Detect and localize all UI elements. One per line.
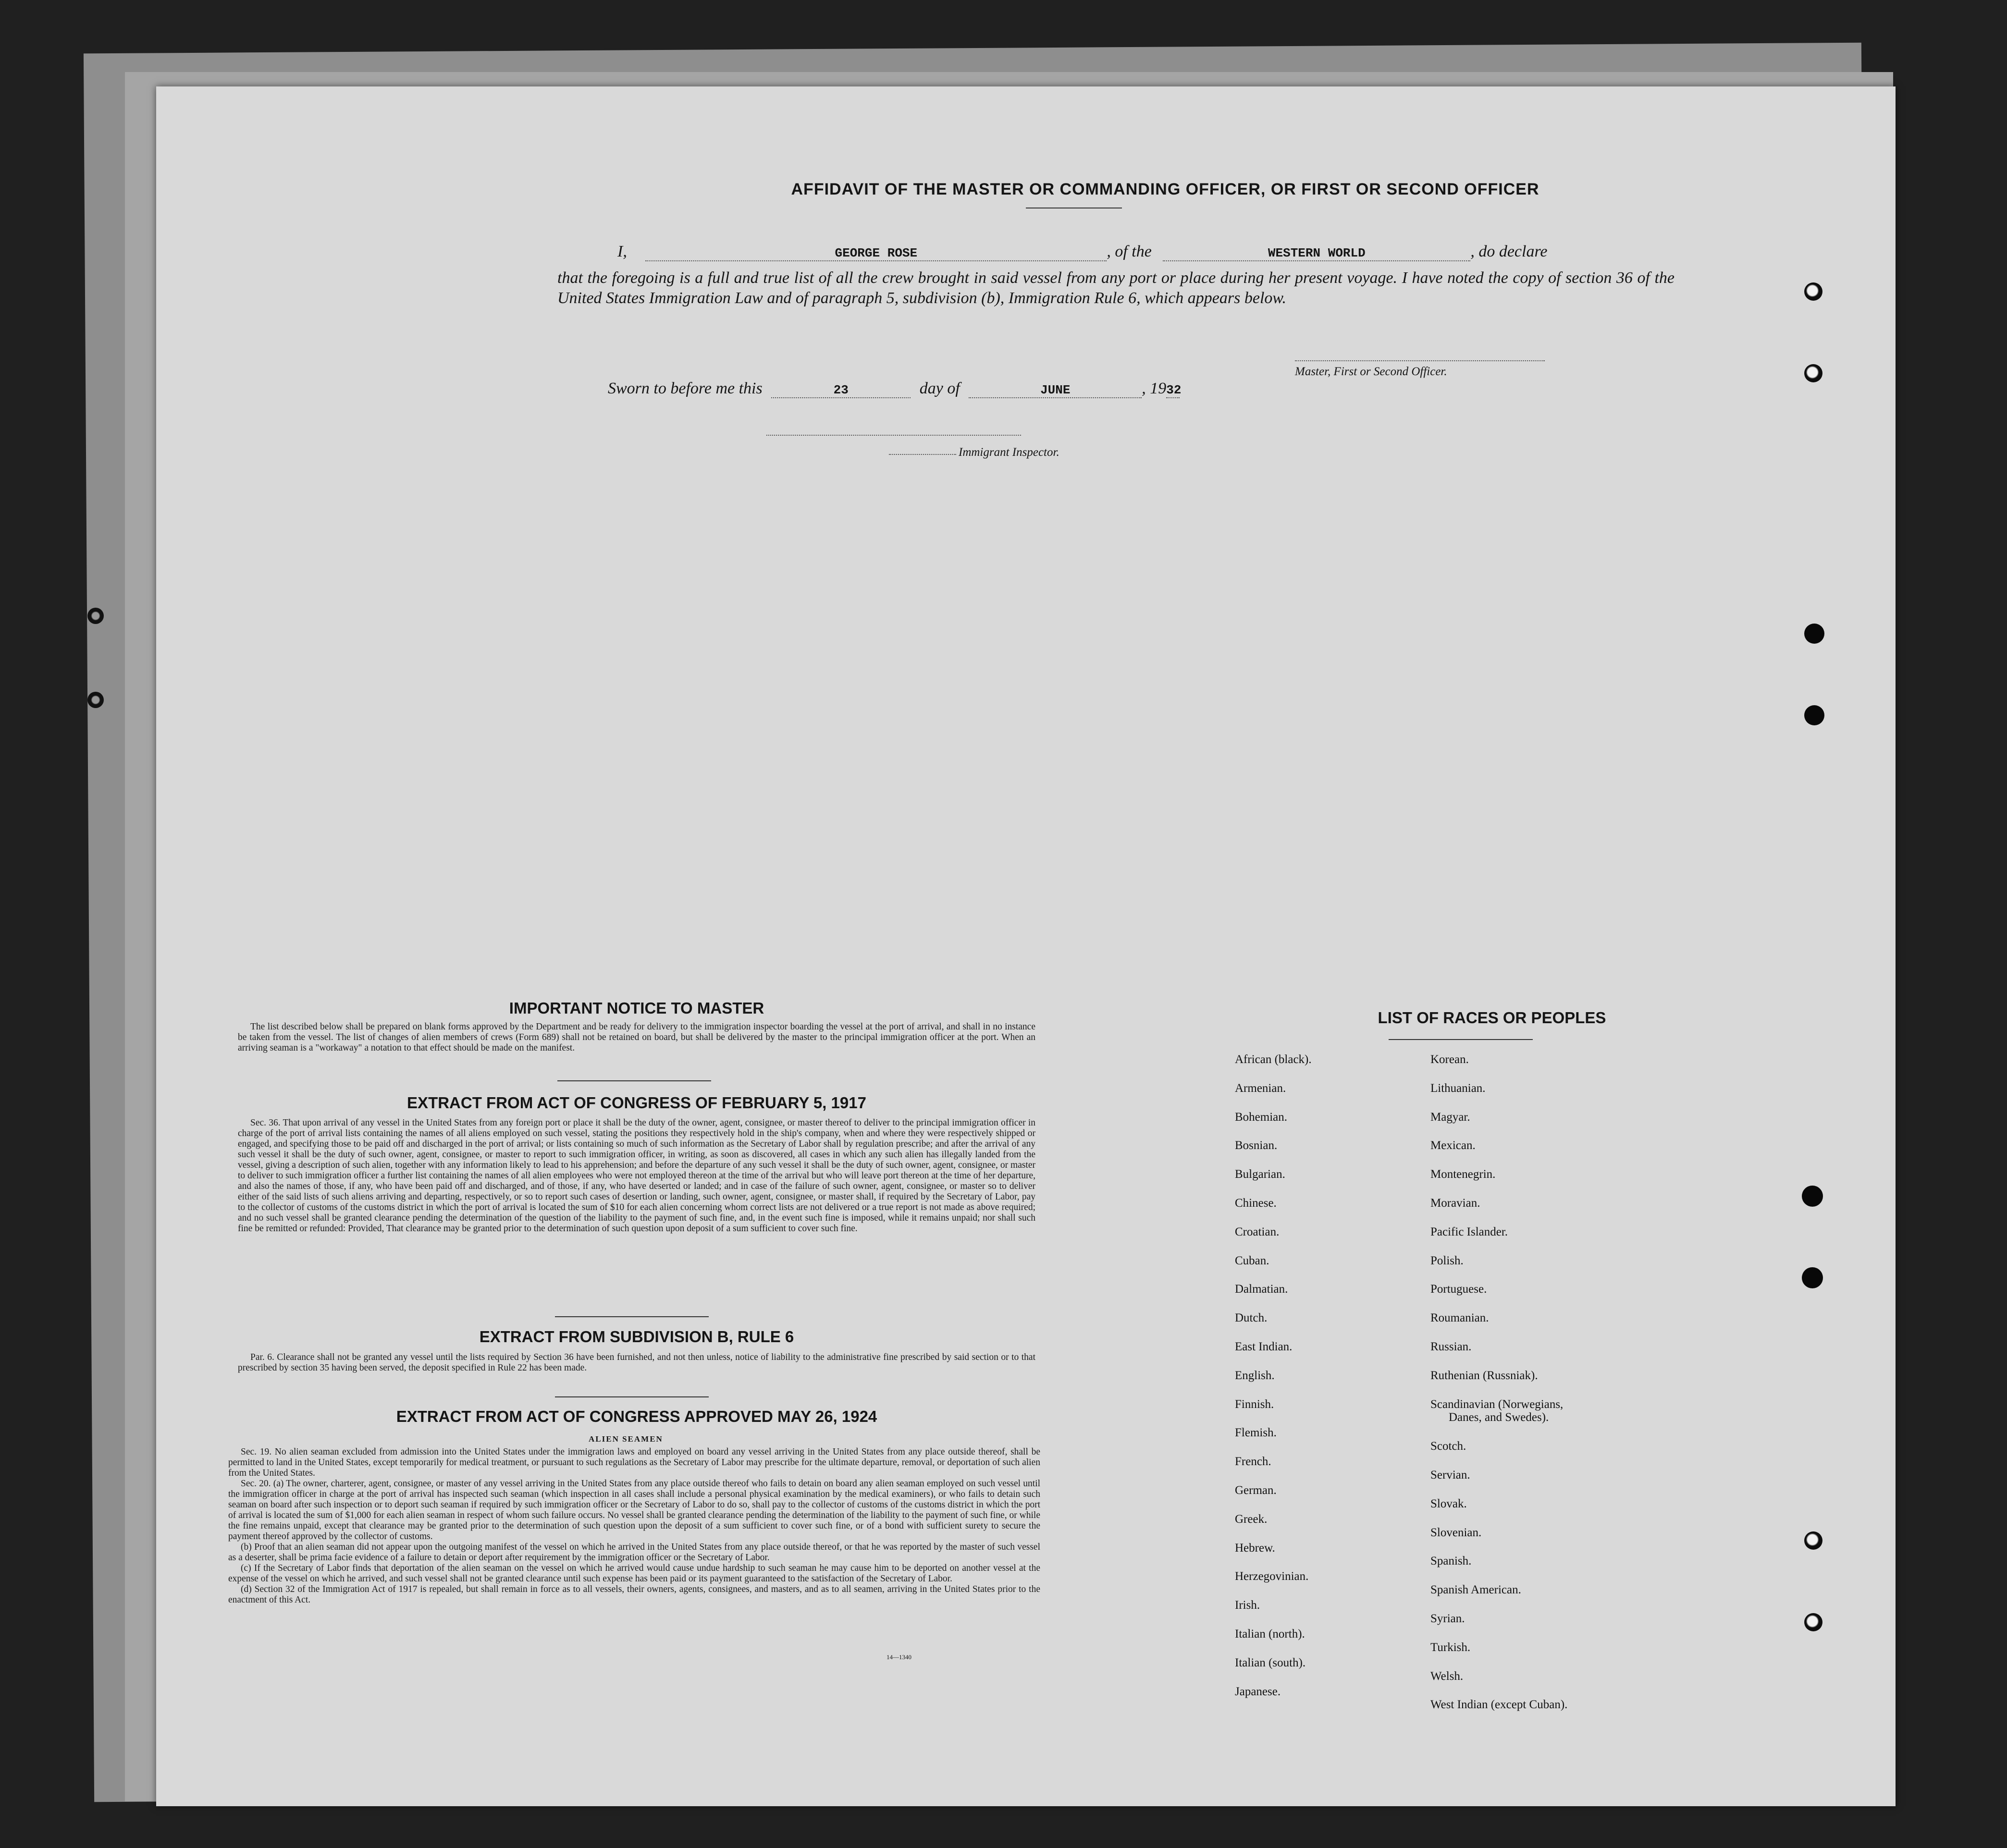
race-item: Scotch.	[1430, 1440, 1466, 1453]
race-item: West Indian (except Cuban).	[1430, 1698, 1568, 1712]
race-item: Russian.	[1430, 1340, 1472, 1353]
alien-seamen-subtitle: ALIEN SEAMEN	[589, 1434, 663, 1444]
race-item: Dutch.	[1235, 1311, 1268, 1325]
declaration-line	[617, 243, 1548, 261]
section-20-paragraph: Sec. 20. (a) The owner, charterer, agent, consignee, or master of any vessel arriving in the United States from any place outside thereof who fails to detain on board any alien seaman employed on such vessel until the immigration officer in charge at the port of arrival has inspected such seaman (which inspection in all cases shall include a personal physical examination by the medical examiners), or who fails to detain such seaman on board after such inspection or to deport such seaman if required by such immigration officer or the Secretary of Labor to do so, shall pay to the collector of customs of the customs district in which the port of arrival is located the sum of $1,000 for each alien seaman in respect of whom such failure occurs. No vessel shall be granted clearance pending the determination of the liability to the payment of such fine, or while the fine remains unpaid, except that clearance may be granted prior to the determination of such question upon the deposit of a sum sufficient to cover such fine, or of a bond with sufficient surety to secure the payment thereof approved by the collector of customs.	[228, 1479, 1040, 1542]
race-item: Roumanian.	[1430, 1311, 1489, 1325]
race-item: Bulgarian.	[1235, 1168, 1285, 1181]
race-item: Ruthenian (Russniak).	[1430, 1369, 1538, 1382]
race-item: Italian (north).	[1235, 1628, 1305, 1640]
punch-hole-icon	[1804, 624, 1824, 644]
race-item: Cuban.	[1235, 1254, 1269, 1267]
punch-hole-icon	[1804, 1531, 1822, 1550]
race-item: East Indian.	[1235, 1340, 1293, 1353]
manifest-page	[156, 86, 1896, 1806]
race-item: Dalmatian.	[1235, 1283, 1288, 1296]
of-the-label: , of the	[1107, 243, 1152, 260]
race-item: Scandinavian (Norwegians,	[1430, 1397, 1564, 1411]
race-item: Welsh.	[1430, 1669, 1464, 1683]
day-field: 23	[771, 383, 911, 398]
extract-1924-title: EXTRACT FROM ACT OF CONGRESS APPROVED MAY 26, 1924	[396, 1407, 877, 1425]
punch-hole-icon	[1804, 282, 1822, 301]
race-item: Lithuanian.	[1430, 1081, 1486, 1095]
extract-1917-title: EXTRACT FROM ACT OF CONGRESS OF FEBRUARY 5, 1917	[407, 1094, 866, 1112]
section-36-paragraph: Sec. 36. That upon arrival of any vessel in the United States from any foreign port or place it shall be the duty of the owner, agent, consignee, or master thereof to deliver to the principal immigration officer in charge of the port of arrival lists containing the names of all aliens employed on such vessel, stating the positions they respectively hold in the ship's company, when and where they were respectively shipped or engaged, and specifying those to be paid off and discharged in the port of arrival; or lists containing so much of such information as the Secretary of Labor shall by regulation prescribe; and after the arrival of any such vessel it shall be the duty of such owner, agent, consignee, or master to report to such immigration officer, in writing, as soon as discovered, all cases in which any such alien has illegally landed from the vessel, giving a description of such alien, together with any information likely to lead to his apprehension; and before the departure of any such vessel it shall be the duty of such owner, agent, consignee, or master to deliver to such immigration officer a further list containing the names of all alien employees who were not employed thereon at the time of the arrival but who will leave port thereon at the time of her departure, and also the names of those, if any, who have been paid off and discharged, and of those, if any, who have deserted or landed; and in case of the failure of such owner, agent, consignee, or master so to deliver either of the said lists of such aliens arriving and departing, respectively, or so to report such cases of desertion or landing, such owner, agent, consignee, or master shall, if required by the Secretary of Labor, pay to the collector of customs of the customs district in which the port of arrival is located the sum of $10 for each alien concerning whom correct lists are not delivered or a true report is not made as above required; and no such vessel shall be granted clearance pending the determination of the question of the liability to the payment of such fine, and, in the event such fine is imposed, while it remains unpaid; nor shall such fine be remitted or refunded: Provided, That clearance may be granted prior to the determination of such question upon deposit of a sum sufficient to cover such fine.	[238, 1118, 1035, 1234]
race-item: German.	[1235, 1484, 1277, 1497]
inspector-label: Immigrant Inspector.	[959, 446, 1059, 459]
races-divider	[1389, 1039, 1533, 1040]
vessel-name-field: WESTERN WORLD	[1163, 246, 1470, 261]
extract-rule6-text	[238, 1352, 1035, 1373]
punch-hole-icon	[1804, 1613, 1822, 1631]
race-item: English.	[1235, 1369, 1275, 1382]
punch-hole-icon	[1802, 1186, 1823, 1207]
race-item: Slovak.	[1430, 1497, 1467, 1510]
race-item: Mexican.	[1430, 1139, 1476, 1152]
race-item: Spanish.	[1430, 1554, 1472, 1568]
race-item: Danes, and Swedes).	[1449, 1411, 1549, 1424]
inspector-signature-line	[766, 435, 1021, 436]
clause-d-paragraph: (d) Section 32 of the Immigration Act of 1917 is repealed, but shall remain in force as to all vessels, their owners, agents, consignees, and masters, and as to all seamen, arriving in the United States prior to the enactment of this Act.	[228, 1584, 1040, 1605]
punch-hole-icon	[1802, 1267, 1823, 1288]
sworn-line	[608, 379, 1180, 398]
race-item: Magyar.	[1430, 1110, 1470, 1124]
race-item: Flemish.	[1235, 1426, 1277, 1440]
race-item: Hebrew.	[1235, 1541, 1275, 1554]
form-number: 14—1340	[887, 1653, 911, 1661]
race-item: Finnish.	[1235, 1397, 1274, 1411]
race-item: Japanese.	[1235, 1685, 1281, 1698]
year-field: 32	[1166, 383, 1182, 397]
punch-hole-icon	[1804, 705, 1824, 725]
race-item: Montenegrin.	[1430, 1168, 1496, 1181]
race-item: Portuguese.	[1430, 1283, 1487, 1296]
extract-1917-text	[238, 1118, 1035, 1234]
section-19-paragraph: Sec. 19. No alien seaman excluded from admission into the United States under the immigration laws and employed on board any vessel arriving in the United States from any place outside thereof, shall be permitted to land in the United States, except temporarily for medical treatment, or pursuant to such regulations as the Secretary of Labor may prescribe for the ultimate departure, removal, or deportation of such alien from the United States.	[228, 1447, 1040, 1478]
race-item: Syrian.	[1430, 1612, 1465, 1625]
i-label: I,	[617, 243, 627, 260]
notice-paragraph: The list described below shall be prepared on blank forms approved by the Department and be ready for delivery to the immigration inspector boarding the vessel at the port of arrival, and shall in no instance be taken from the vessel. The list of changes of alien members of crews (Form 689) shall not be retained on board, but shall be delivered by the master to the principal immigration officer at the port. When an arriving seaman is a "workaway" a notation to that effect should be made on the manifest.	[238, 1022, 1035, 1053]
clause-c-paragraph: (c) If the Secretary of Labor finds that deportation of the alien seaman on the vessel on which he arrived would cause undue hardship to such seaman he may cause him to be deported on another vessel at the expense of the vessel on which he arrived, and such vessel shall not be granted clearance until such expense has been paid or its payment guaranteed to the satisfaction of the Secretary of Labor.	[228, 1563, 1040, 1584]
race-item: Chinese.	[1235, 1197, 1277, 1210]
master-signature-line	[1295, 360, 1545, 361]
extract-rule6-title: EXTRACT FROM SUBDIVISION B, RULE 6	[479, 1328, 794, 1346]
race-item: African (black).	[1235, 1053, 1312, 1066]
extract-1917-divider	[555, 1316, 709, 1317]
races-title: LIST OF RACES OR PEOPLES	[1378, 1009, 1606, 1027]
notice-text	[238, 1022, 1035, 1053]
affidavit-body: that the foregoing is a full and true list of all the crew brought in said vessel from any port or place during her present voyage. I have noted the copy of section 36 of the United States Immigration Law and of paragraph 5, subdivision (b), Immigration Rule 6, which appears below.	[557, 269, 1675, 307]
race-item: French.	[1235, 1455, 1271, 1469]
race-item: Korean.	[1430, 1053, 1469, 1066]
year-prefix: , 19	[1142, 379, 1167, 397]
notice-divider	[557, 1080, 711, 1081]
month-field: JUNE	[969, 383, 1142, 398]
race-item: Irish.	[1235, 1599, 1260, 1612]
race-item: Pacific Islander.	[1430, 1225, 1508, 1238]
binder-hole-icon	[87, 608, 104, 624]
rule6-paragraph: Par. 6. Clearance shall not be granted any vessel until the lists required by Section 36 have been furnished, and not then unless, notice of liability to the administrative fine prescribed by said section or to that prescribed by section 35 having been served, the deposit specified in Rule 22 has been made.	[238, 1352, 1035, 1373]
day-of-label: day of	[919, 379, 960, 397]
extract-1924-text	[228, 1447, 1040, 1605]
race-item: Moravian.	[1430, 1197, 1480, 1210]
master-name-field: GEORGE ROSE	[645, 246, 1107, 261]
race-item: Armenian.	[1235, 1081, 1286, 1095]
race-item: Spanish American.	[1430, 1583, 1521, 1597]
race-item: Herzegovinian.	[1235, 1570, 1309, 1583]
punch-hole-icon	[1804, 364, 1822, 382]
clause-b-paragraph: (b) Proof that an alien seaman did not appear upon the outgoing manifest of the vessel on which he arrived in the United States from any place outside thereof, or that he was reported by the master of such vessel as a deserter, shall be prima facie evidence of a failure to detain or deport after requirement by the immigration officer or the Secretary of Labor.	[228, 1542, 1040, 1563]
binder-hole-icon	[87, 692, 104, 708]
notice-title: IMPORTANT NOTICE TO MASTER	[509, 999, 764, 1017]
inspector-short-line	[889, 454, 956, 455]
race-item: Slovenian.	[1430, 1526, 1482, 1539]
do-declare-label: , do declare	[1470, 243, 1548, 260]
extract-rule6-divider	[555, 1396, 709, 1397]
race-item: Servian.	[1430, 1469, 1470, 1481]
affidavit-title: AFFIDAVIT OF THE MASTER OR COMMANDING OFFICER, OR FIRST OR SECOND OFFICER	[791, 180, 1539, 198]
race-item: Italian (south).	[1235, 1656, 1306, 1669]
sworn-label: Sworn to before me this	[608, 379, 763, 397]
race-item: Turkish.	[1430, 1640, 1471, 1654]
race-item: Polish.	[1430, 1254, 1464, 1267]
race-item: Greek.	[1235, 1512, 1268, 1526]
master-signature-label: Master, First or Second Officer.	[1295, 365, 1447, 378]
race-item: Croatian.	[1235, 1225, 1280, 1238]
race-item: Bohemian.	[1235, 1110, 1288, 1124]
race-item: Bosnian.	[1235, 1139, 1278, 1152]
